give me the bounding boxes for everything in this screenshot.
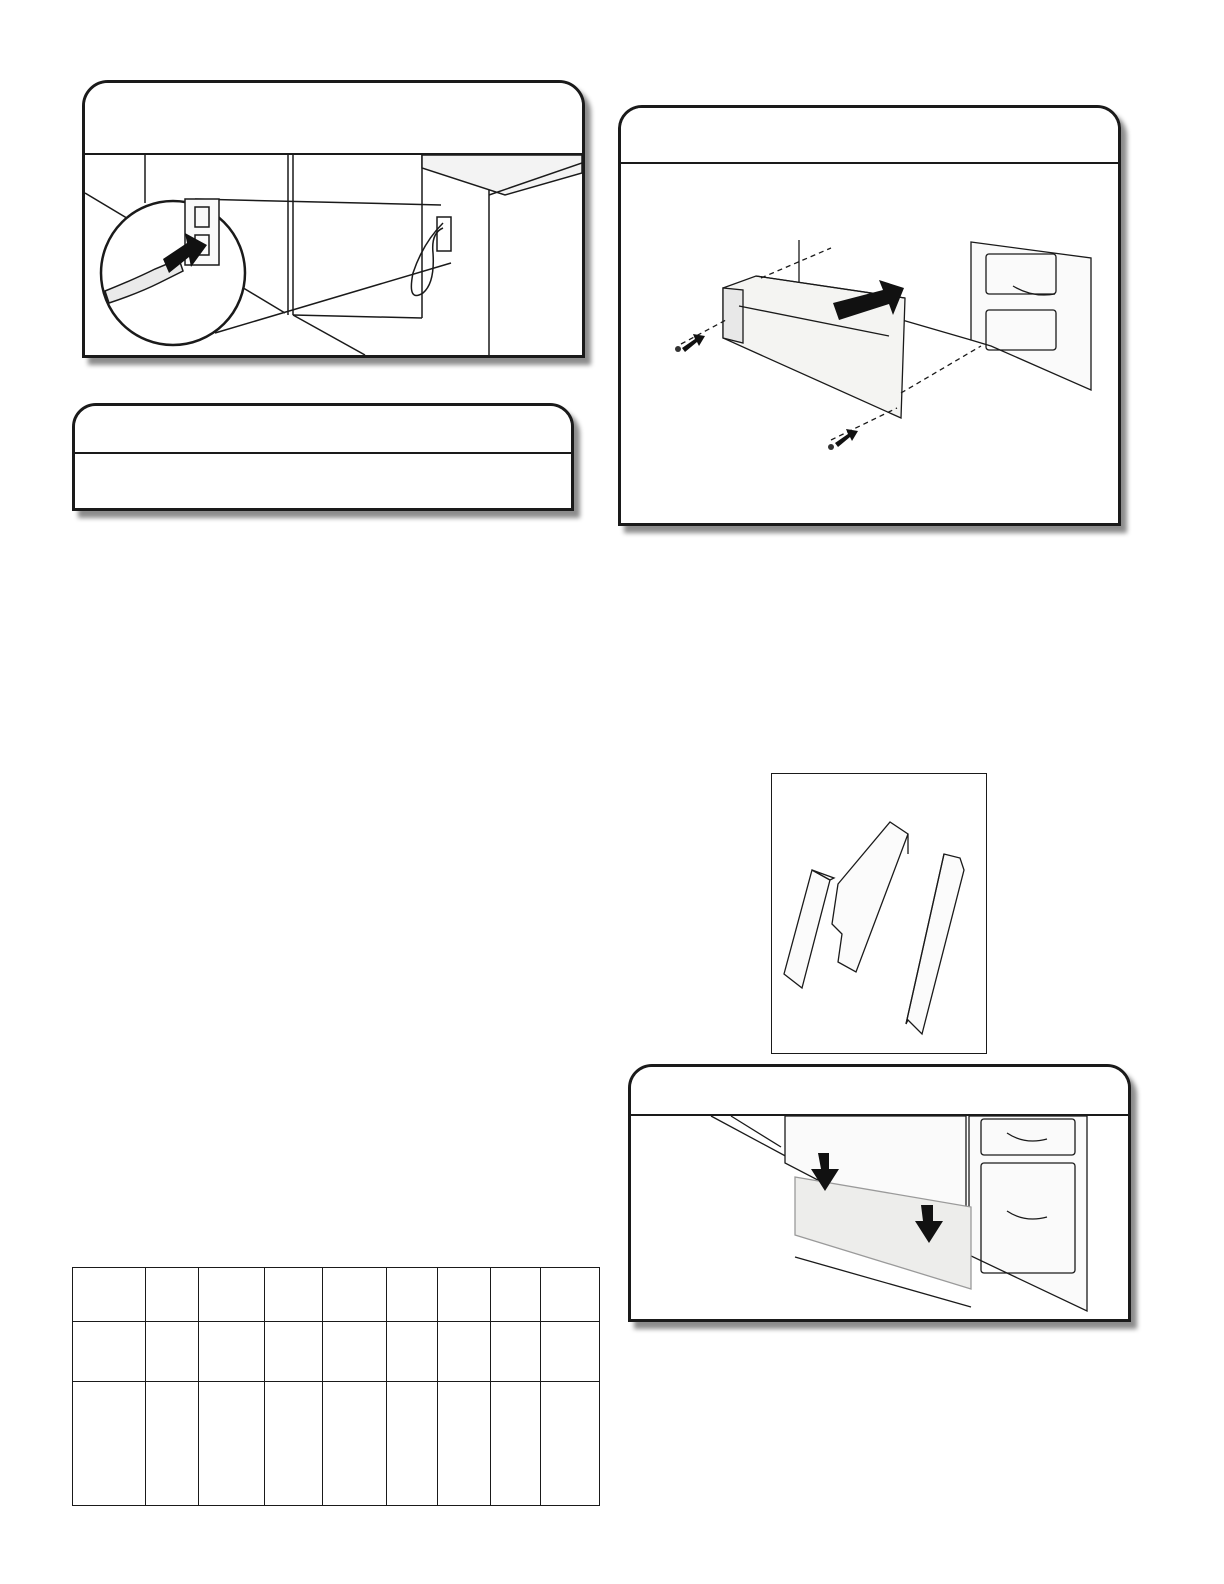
table-row [73, 1382, 600, 1506]
table-cell [387, 1322, 438, 1382]
table-cell [146, 1322, 199, 1382]
table-cell [146, 1268, 199, 1322]
table-cell [541, 1322, 600, 1382]
table-cell [541, 1268, 600, 1322]
table-row [73, 1322, 600, 1382]
table-cell [323, 1382, 387, 1506]
table-cell [265, 1268, 323, 1322]
table-cell [387, 1382, 438, 1506]
table-cell [199, 1322, 265, 1382]
table-cell [541, 1382, 600, 1506]
table-cell [199, 1268, 265, 1322]
table-cell [146, 1382, 199, 1506]
blank-callout-box-header [75, 406, 571, 454]
table-cell [491, 1322, 541, 1382]
table-cell [438, 1268, 491, 1322]
table-cell [323, 1268, 387, 1322]
outlet-illustration [85, 83, 582, 355]
table-cell [491, 1268, 541, 1322]
table-cell [323, 1322, 387, 1382]
table-cell [491, 1382, 541, 1506]
table-cell [73, 1322, 146, 1382]
table-cell [265, 1322, 323, 1382]
table-cell [73, 1268, 146, 1322]
table-body [73, 1268, 600, 1506]
table-cell [438, 1322, 491, 1382]
blank-callout-box [72, 403, 574, 511]
toe-panel-install-figure [628, 1064, 1131, 1322]
toe-panel-parts-inset [771, 773, 987, 1054]
table-cell [438, 1382, 491, 1506]
power-outlet-figure [82, 80, 585, 358]
table-cell [73, 1382, 146, 1506]
empty-grid-table [72, 1267, 600, 1506]
table-row [73, 1268, 600, 1322]
toe-panel-parts-illustration [772, 774, 986, 1053]
toe-panel-install-illustration [631, 1067, 1128, 1319]
table-cell [199, 1382, 265, 1506]
toe-panel-attach-figure [618, 105, 1121, 526]
table-cell [265, 1382, 323, 1506]
table-cell [387, 1268, 438, 1322]
toe-panel-attach-illustration [621, 108, 1118, 523]
